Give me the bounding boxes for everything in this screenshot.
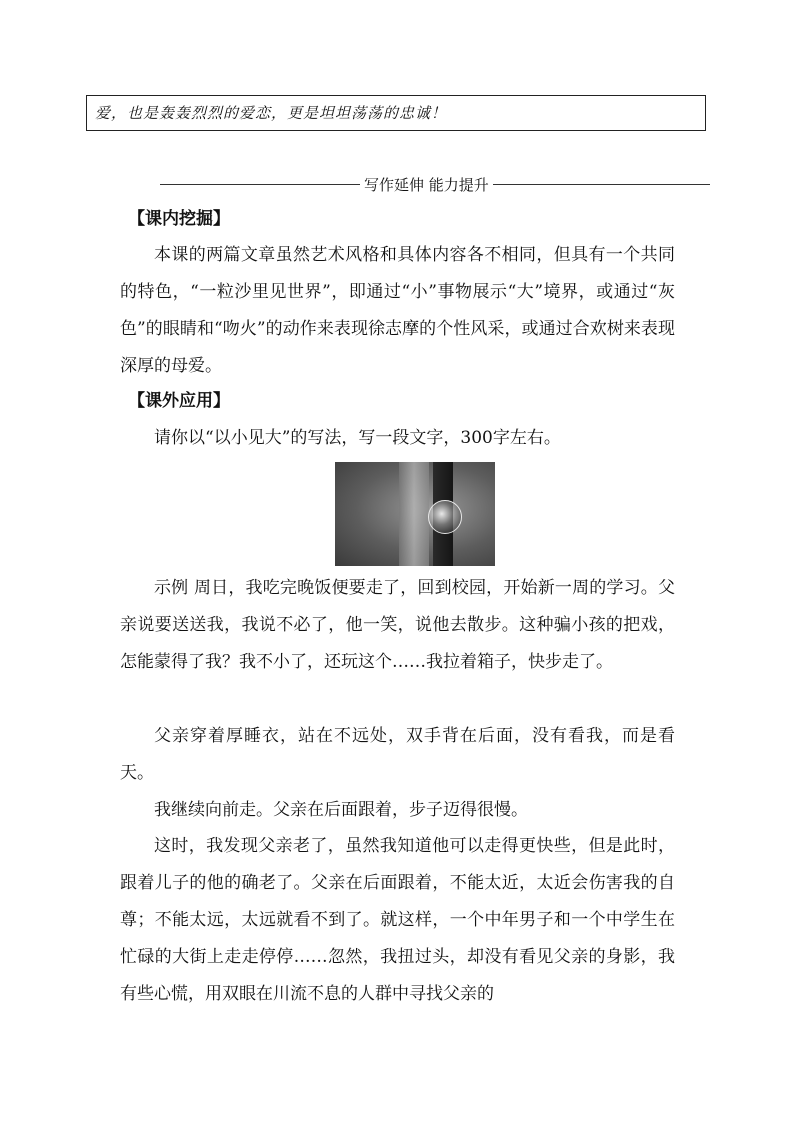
paragraph-in-class: 本课的两篇文章虽然艺术风格和具体内容各不相同，但具有一个共同的特色，“一粒沙里见世界”，即通过“小”事物展示“大”境界，或通过“灰色”的眼睛和“吻火”的动作来表现徐志摩的个性风采，或通过合欢树来表现深厚的母爱。 — [120, 245, 675, 376]
heading-in-class: 【课内挖掘】 — [128, 209, 230, 229]
example-paragraph-3: 我继续向前走。父亲在后面跟着，步子迈得很慢。 — [154, 800, 528, 820]
example-paragraph-1: 示例 周日，我吃完晚饭便要走了，回到校园，开始新一周的学习。父亲说要送送我，我说不必了，他一笑，说他去散步。这种骗小孩的把戏，怎能蒙得了我？我不小了，还玩这个……我拉着箱子，快步走了。 — [120, 578, 675, 672]
quote-box-text: 爱，也是轰轰烈烈的爱恋，更是坦坦荡荡的忠诚！ — [95, 104, 448, 122]
section-title: 写作延伸 能力提升 — [364, 175, 489, 194]
example-paragraph-4: 这时，我发现父亲老了，虽然我知道他可以走得更快些，但是此时，跟着儿子的他的确老了。父亲在后面跟着，不能太近，太近会伤害我的自尊；不能太远，太远就看不到了。就这样，一个中年男子和一个中学生在忙碌的大街上走走停停……忽然，我扭过头，却没有看见父亲的身影，我有些心慌，用双眼在川流不息的人群中寻找父亲的 — [120, 836, 675, 1004]
section-divider — [160, 174, 710, 194]
writing-prompt: 请你以“以小见大”的写法，写一段文字，300字左右。 — [154, 428, 561, 448]
example-paragraph-2: 父亲穿着厚睡衣，站在不远处，双手背在后面，没有看我，而是看天。 — [120, 726, 675, 783]
divider-line-right — [493, 184, 710, 185]
divider-line-left — [160, 184, 360, 185]
heading-extracurricular: 【课外应用】 — [128, 391, 230, 411]
soap-bubble — [428, 500, 462, 534]
quote-box — [86, 95, 706, 131]
photo-window-light — [399, 462, 429, 566]
bubble-photo — [335, 462, 495, 566]
